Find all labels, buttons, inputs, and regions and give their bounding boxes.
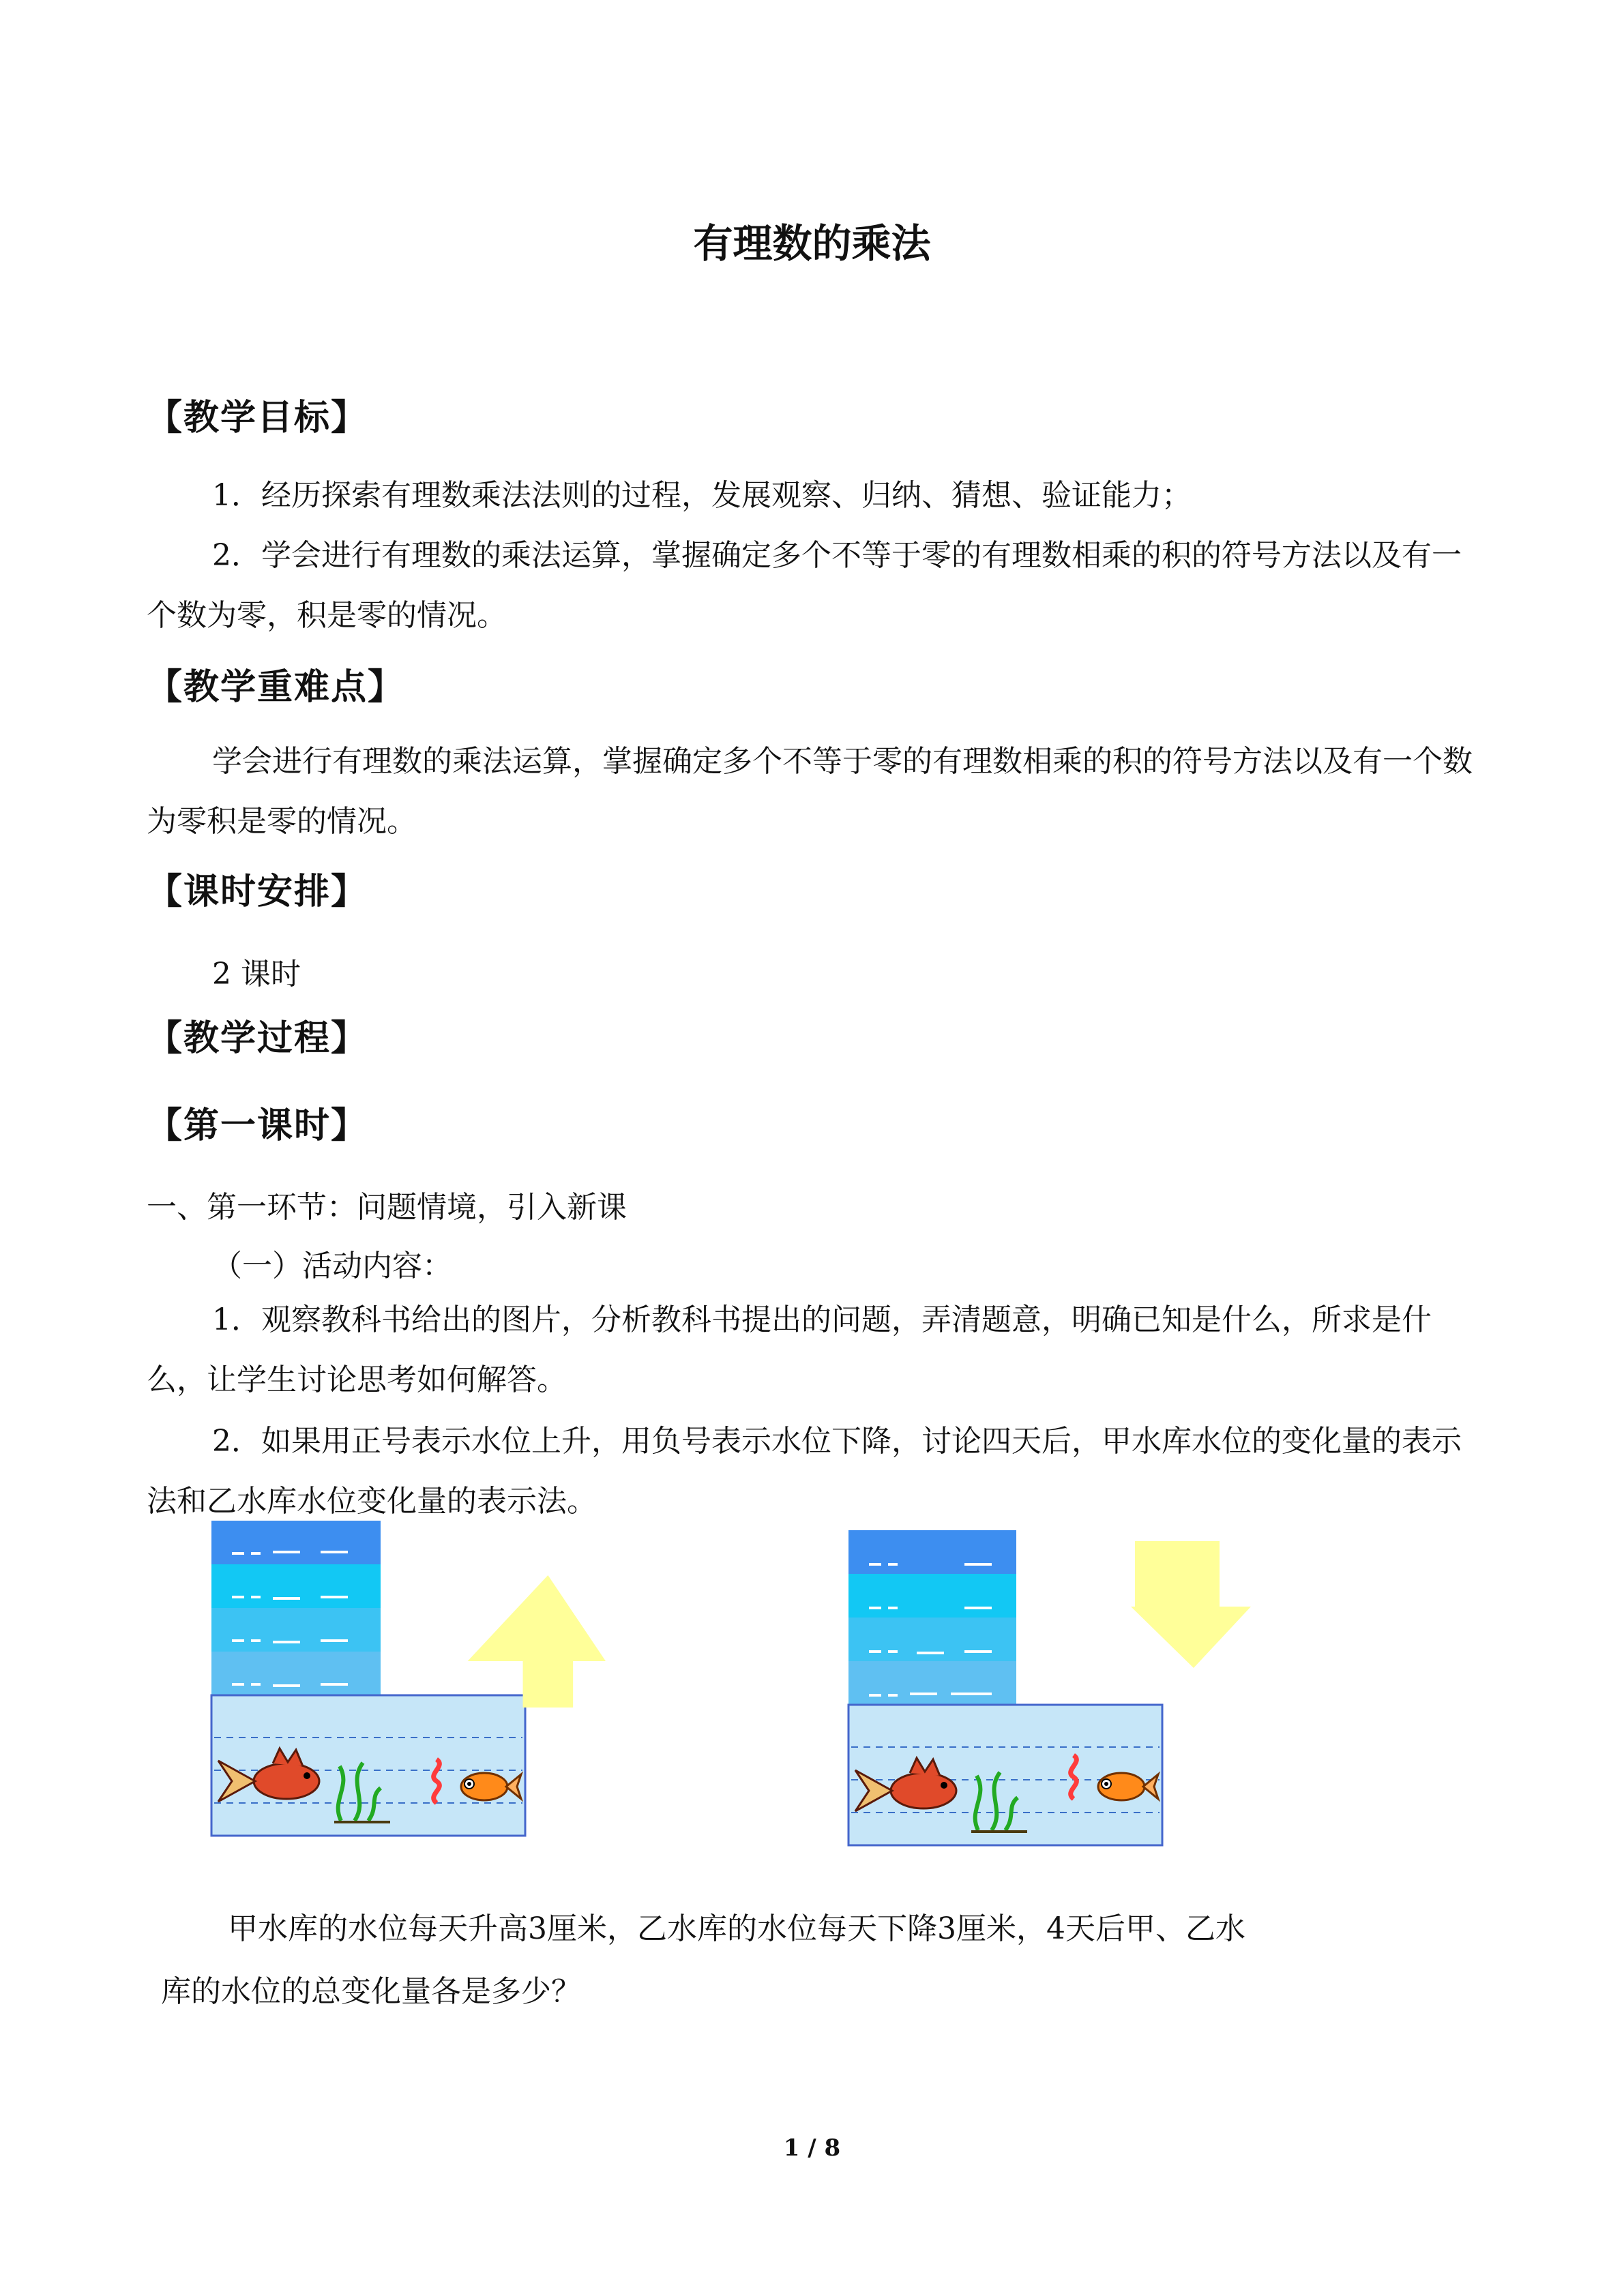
heading-key-points: 【教学重难点】: [147, 667, 405, 708]
activity-1: 1．观察教科书给出的图片，分析教科书提出的问题，弄清题意，明确已知是什么，所求是什么，让学生讨论思考如何解答。: [147, 1302, 1432, 1397]
page-title: 有理数的乘法: [693, 220, 931, 267]
water-level-band: [848, 1661, 1016, 1705]
schedule-text: 2 课时: [212, 957, 301, 992]
reservoir-tank: [211, 1695, 525, 1836]
key-points-text: 学会进行有理数的乘法运算，掌握确定多个不等于零的有理数相乘的积的符号方法以及有一个数为零积是零的情况。: [147, 744, 1473, 839]
question-line-2: 库的水位的总变化量各是多少？: [161, 1974, 581, 2009]
heading-lesson-1: 【第一课时】: [147, 1105, 368, 1146]
activity-2: 2．如果用正号表示水位上升，用负号表示水位下降，讨论四天后，甲水库水位的变化量的表示法和乙水库水位变化量的表示法。: [147, 1424, 1462, 1519]
heading-teaching-goals: 【教学目标】: [147, 398, 368, 438]
step-1-title: 一、第一环节：问题情境，引入新课: [147, 1190, 627, 1225]
water-level-band: [211, 1608, 381, 1652]
water-level-band: [211, 1652, 381, 1695]
water-level-band: [848, 1530, 1016, 1574]
water-level-band: [848, 1617, 1016, 1661]
activity-title: （一）活动内容：: [212, 1249, 452, 1283]
water-level-band: [211, 1564, 381, 1608]
water-level-band: [211, 1521, 381, 1564]
heading-schedule: 【课时安排】: [147, 871, 368, 912]
water-level-band: [848, 1574, 1016, 1617]
arrow-down-icon: [1131, 1541, 1251, 1668]
goal-1: 1．经历探索有理数乘法法则的过程，发展观察、归纳、猜想、验证能力；: [212, 478, 1192, 513]
reservoir-a-figure: [211, 1521, 634, 1841]
goal-2: 2．学会进行有理数的乘法运算，掌握确定多个不等于零的有理数相乘的积的符号方法以及有一个数为零，积是零的情况。: [147, 538, 1462, 633]
heading-process: 【教学过程】: [147, 1018, 368, 1059]
question-line-1: 甲水库的水位每天升高3厘米，乙水库的水位每天下降3厘米，4天后甲、乙水: [228, 1911, 1245, 1946]
arrow-up-icon: [468, 1575, 606, 1708]
page-number: 1 / 8: [783, 2134, 841, 2162]
reservoir-b-figure: [848, 1530, 1271, 1851]
